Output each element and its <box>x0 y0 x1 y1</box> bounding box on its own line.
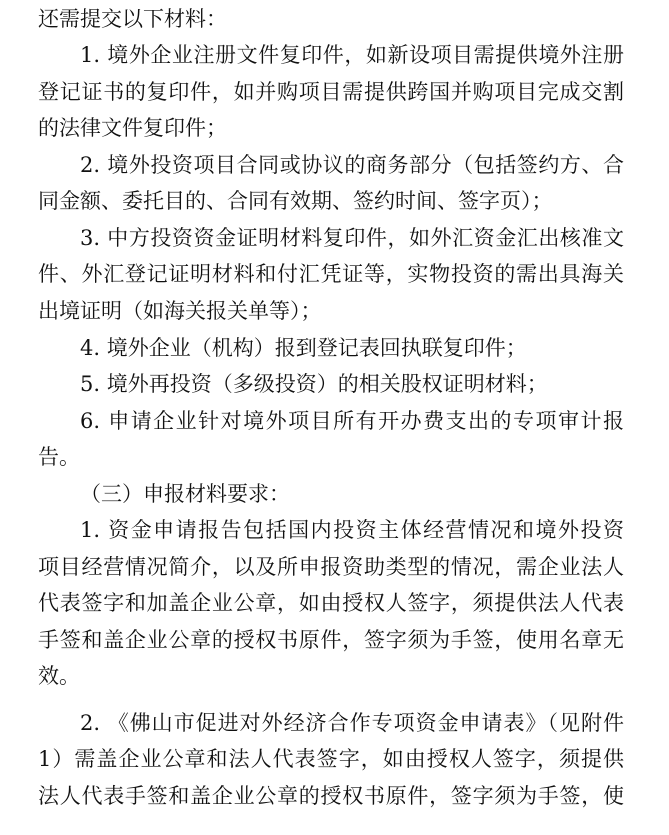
text-line: 同金额、委托目的、合同有效期、签约时间、签字页）； <box>38 189 553 213</box>
text-line: 1. 资金申请报告包括国内投资主体经营情况和境外投资 <box>80 518 624 542</box>
section-heading: （三）申报材料要求： <box>80 482 290 506</box>
text-line: 的法律文件复印件； <box>38 116 227 140</box>
text-line: 告。 <box>38 445 80 469</box>
text-line: 6. 申请企业针对境外项目所有开办费支出的专项审计报 <box>80 409 624 433</box>
text-line: 1）需盖企业公章和法人代表签字，如由授权人签字，须提供 <box>38 747 624 771</box>
text-line: 项目经营情况简介，以及所申报资助类型的情况，需企业法人 <box>38 555 624 579</box>
text-line: 3. 中方投资资金证明材料复印件，如外汇资金汇出核准文 <box>80 226 624 250</box>
text-line: 还需提交以下材料： <box>38 7 227 31</box>
text-line: 代表签字和加盖企业公章，如由授权人签字，须提供法人代表 <box>38 591 624 615</box>
text-line: 4. 境外企业（机构）报到登记表回执联复印件； <box>80 336 527 360</box>
text-line: 法人代表手签和盖企业公章的授权书原件，签字须为手签，使 <box>38 784 624 808</box>
text-line: 1. 境外企业注册文件复印件，如新设项目需提供境外注册 <box>80 43 624 67</box>
text-line: 件、外汇登记证明材料和付汇凭证等，实物投资的需出具海关 <box>38 262 624 286</box>
text-line: 效。 <box>38 664 80 688</box>
text-line: 登记证书的复印件，如并购项目需提供跨国并购项目完成交割 <box>38 80 624 104</box>
text-line: 2. 境外投资项目合同或协议的商务部分（包括签约方、合 <box>80 153 624 177</box>
text-line: 出境证明（如海关报关单等）； <box>38 299 322 323</box>
text-line: 5. 境外再投资（多级投资）的相关股权证明材料； <box>80 372 548 396</box>
text-line: 手签和盖企业公章的授权书原件，签字须为手签，使用名章无 <box>38 628 624 652</box>
text-line: 2. 《佛山市促进对外经济合作专项资金申请表》（见附件 <box>80 711 624 735</box>
